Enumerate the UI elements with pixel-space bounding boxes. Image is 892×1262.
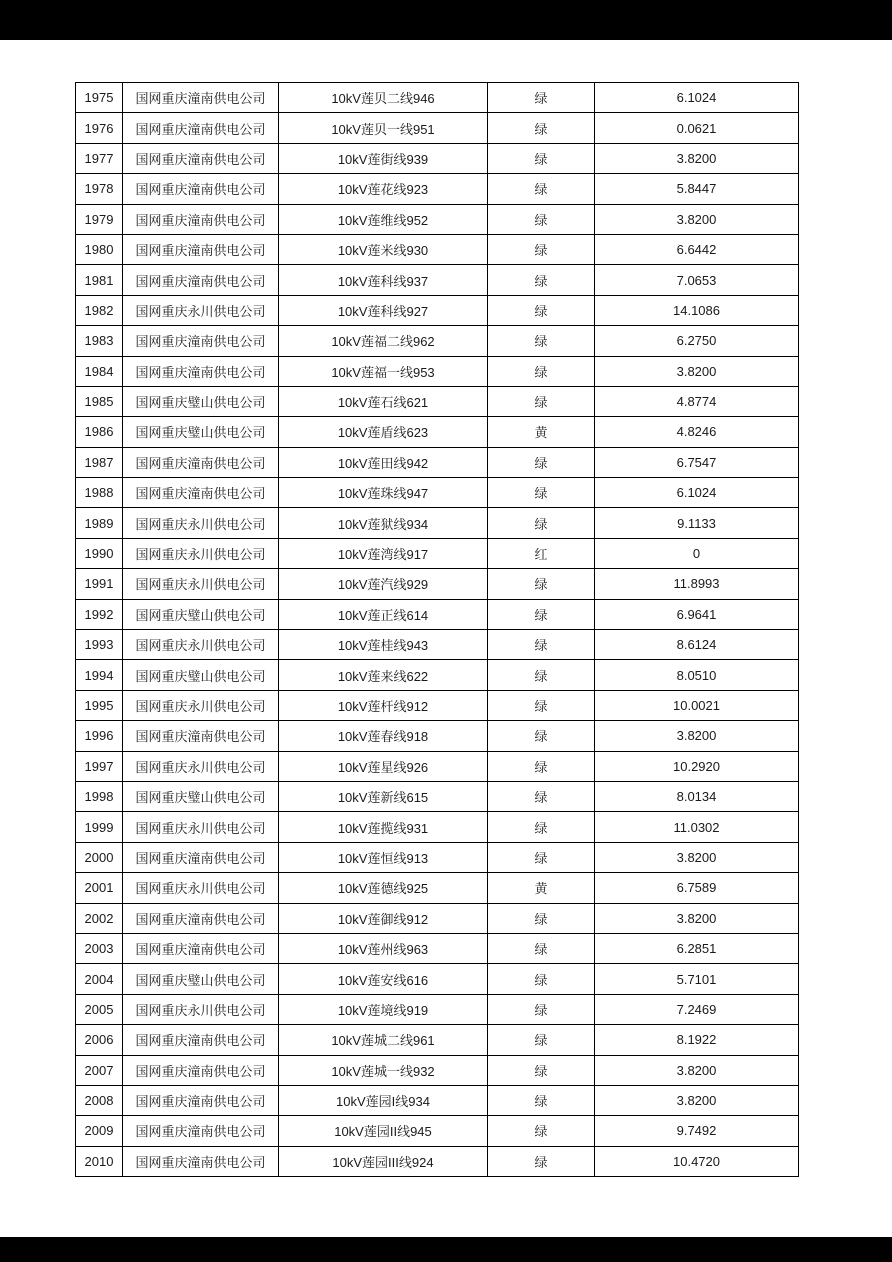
row-number-cell: 1975 [76,83,123,113]
value-cell: 4.8246 [595,417,799,447]
table-row [76,478,799,508]
status-cell: 绿 [488,508,595,538]
value-cell: 11.0302 [595,812,799,842]
table-row [76,569,799,599]
company-cell: 国网重庆潼南供电公司 [123,721,279,751]
value-cell: 6.2851 [595,933,799,963]
line-name-cell: 10kV莲街线939 [279,143,488,173]
value-cell: 3.8200 [595,1085,799,1115]
bottom-black-bar [0,1237,892,1262]
row-number-cell: 2010 [76,1146,123,1176]
company-cell: 国网重庆永川供电公司 [123,538,279,568]
value-cell: 9.7492 [595,1116,799,1146]
table-row [76,933,799,963]
value-cell: 6.7589 [595,873,799,903]
status-cell: 绿 [488,1085,595,1115]
status-cell: 绿 [488,781,595,811]
row-number-cell: 1988 [76,478,123,508]
line-name-cell: 10kV莲来线622 [279,660,488,690]
table-row [76,326,799,356]
company-cell: 国网重庆永川供电公司 [123,569,279,599]
status-cell: 黄 [488,417,595,447]
value-cell: 7.2469 [595,994,799,1024]
row-number-cell: 1985 [76,386,123,416]
company-cell: 国网重庆永川供电公司 [123,873,279,903]
line-name-cell: 10kV莲安线616 [279,964,488,994]
company-cell: 国网重庆璧山供电公司 [123,417,279,447]
company-cell: 国网重庆潼南供电公司 [123,356,279,386]
row-number-cell: 2006 [76,1025,123,1055]
row-number-cell: 2008 [76,1085,123,1115]
company-cell: 国网重庆永川供电公司 [123,751,279,781]
table-row [76,660,799,690]
row-number-cell: 1999 [76,812,123,842]
value-cell: 3.8200 [595,842,799,872]
line-name-cell: 10kV莲桂线943 [279,630,488,660]
line-name-cell: 10kV莲御线912 [279,903,488,933]
company-cell: 国网重庆永川供电公司 [123,630,279,660]
row-number-cell: 1994 [76,660,123,690]
status-cell: 绿 [488,295,595,325]
company-cell: 国网重庆潼南供电公司 [123,903,279,933]
status-cell: 绿 [488,1025,595,1055]
table-row [76,630,799,660]
company-cell: 国网重庆永川供电公司 [123,508,279,538]
row-number-cell: 1982 [76,295,123,325]
company-cell: 国网重庆潼南供电公司 [123,265,279,295]
status-cell: 绿 [488,265,595,295]
table-row [76,1116,799,1146]
company-cell: 国网重庆潼南供电公司 [123,143,279,173]
power-line-table [75,82,799,1177]
status-cell: 绿 [488,386,595,416]
value-cell: 6.2750 [595,326,799,356]
value-cell: 3.8200 [595,356,799,386]
status-cell: 绿 [488,143,595,173]
status-cell: 黄 [488,873,595,903]
company-cell: 国网重庆永川供电公司 [123,295,279,325]
company-cell: 国网重庆璧山供电公司 [123,386,279,416]
line-name-cell: 10kV莲城二线961 [279,1025,488,1055]
table-row [76,113,799,143]
status-cell: 绿 [488,933,595,963]
row-number-cell: 2009 [76,1116,123,1146]
value-cell: 3.8200 [595,721,799,751]
line-name-cell: 10kV莲园III线924 [279,1146,488,1176]
value-cell: 6.1024 [595,478,799,508]
status-cell: 绿 [488,204,595,234]
row-number-cell: 1979 [76,204,123,234]
status-cell: 绿 [488,812,595,842]
table-row [76,356,799,386]
status-cell: 绿 [488,660,595,690]
line-name-cell: 10kV莲城一线932 [279,1055,488,1085]
row-number-cell: 1986 [76,417,123,447]
table-row [76,873,799,903]
line-name-cell: 10kV莲科线927 [279,295,488,325]
table-row [76,204,799,234]
line-name-cell: 10kV莲正线614 [279,599,488,629]
row-number-cell: 2002 [76,903,123,933]
line-name-cell: 10kV莲园I线934 [279,1085,488,1115]
value-cell: 6.1024 [595,83,799,113]
company-cell: 国网重庆潼南供电公司 [123,1146,279,1176]
table-row [76,1025,799,1055]
company-cell: 国网重庆潼南供电公司 [123,174,279,204]
status-cell: 绿 [488,569,595,599]
table-row [76,964,799,994]
company-cell: 国网重庆潼南供电公司 [123,1025,279,1055]
row-number-cell: 2000 [76,842,123,872]
row-number-cell: 1989 [76,508,123,538]
table-row [76,174,799,204]
value-cell: 5.8447 [595,174,799,204]
table-row [76,265,799,295]
company-cell: 国网重庆潼南供电公司 [123,83,279,113]
company-cell: 国网重庆永川供电公司 [123,690,279,720]
value-cell: 6.9641 [595,599,799,629]
table-row [76,599,799,629]
value-cell: 3.8200 [595,903,799,933]
value-cell: 0.0621 [595,113,799,143]
table-row [76,508,799,538]
row-number-cell: 1981 [76,265,123,295]
row-number-cell: 1978 [76,174,123,204]
line-name-cell: 10kV莲米线930 [279,234,488,264]
value-cell: 5.7101 [595,964,799,994]
value-cell: 10.0021 [595,690,799,720]
status-cell: 绿 [488,1055,595,1085]
line-name-cell: 10kV莲新线615 [279,781,488,811]
row-number-cell: 2005 [76,994,123,1024]
company-cell: 国网重庆潼南供电公司 [123,113,279,143]
table-row [76,781,799,811]
row-number-cell: 1977 [76,143,123,173]
line-name-cell: 10kV莲福一线953 [279,356,488,386]
status-cell: 绿 [488,751,595,781]
row-number-cell: 2007 [76,1055,123,1085]
table-row [76,417,799,447]
row-number-cell: 1993 [76,630,123,660]
line-name-cell: 10kV莲科线937 [279,265,488,295]
table-row [76,842,799,872]
company-cell: 国网重庆潼南供电公司 [123,1116,279,1146]
value-cell: 3.8200 [595,1055,799,1085]
company-cell: 国网重庆永川供电公司 [123,994,279,1024]
line-name-cell: 10kV莲福二线962 [279,326,488,356]
table-row [76,538,799,568]
company-cell: 国网重庆潼南供电公司 [123,933,279,963]
top-black-bar [0,0,892,40]
table-row [76,903,799,933]
status-cell: 绿 [488,174,595,204]
company-cell: 国网重庆潼南供电公司 [123,1085,279,1115]
status-cell: 绿 [488,1146,595,1176]
line-name-cell: 10kV莲湾线917 [279,538,488,568]
company-cell: 国网重庆潼南供电公司 [123,478,279,508]
line-name-cell: 10kV莲星线926 [279,751,488,781]
row-number-cell: 1992 [76,599,123,629]
line-name-cell: 10kV莲狱线934 [279,508,488,538]
line-name-cell: 10kV莲汽线929 [279,569,488,599]
line-name-cell: 10kV莲石线621 [279,386,488,416]
value-cell: 8.0134 [595,781,799,811]
company-cell: 国网重庆潼南供电公司 [123,234,279,264]
value-cell: 0 [595,538,799,568]
status-cell: 绿 [488,447,595,477]
table-row [76,386,799,416]
status-cell: 绿 [488,113,595,143]
value-cell: 6.6442 [595,234,799,264]
status-cell: 绿 [488,478,595,508]
value-cell: 8.0510 [595,660,799,690]
status-cell: 绿 [488,903,595,933]
line-name-cell: 10kV莲田线942 [279,447,488,477]
row-number-cell: 1996 [76,721,123,751]
line-name-cell: 10kV莲春线918 [279,721,488,751]
row-number-cell: 2004 [76,964,123,994]
table-row [76,1055,799,1085]
row-number-cell: 1990 [76,538,123,568]
value-cell: 9.1133 [595,508,799,538]
status-cell: 绿 [488,964,595,994]
status-cell: 绿 [488,630,595,660]
company-cell: 国网重庆潼南供电公司 [123,842,279,872]
value-cell: 10.4720 [595,1146,799,1176]
table-row [76,994,799,1024]
status-cell: 绿 [488,994,595,1024]
status-cell: 绿 [488,83,595,113]
value-cell: 6.7547 [595,447,799,477]
status-cell: 绿 [488,690,595,720]
status-cell: 绿 [488,326,595,356]
row-number-cell: 2003 [76,933,123,963]
value-cell: 10.2920 [595,751,799,781]
table-body [76,83,799,1177]
company-cell: 国网重庆潼南供电公司 [123,1055,279,1085]
value-cell: 3.8200 [595,204,799,234]
line-name-cell: 10kV莲贝二线946 [279,83,488,113]
line-name-cell: 10kV莲州线963 [279,933,488,963]
status-cell: 绿 [488,721,595,751]
table-row [76,83,799,113]
company-cell: 国网重庆永川供电公司 [123,812,279,842]
table-row [76,1085,799,1115]
row-number-cell: 1991 [76,569,123,599]
line-name-cell: 10kV莲揽线931 [279,812,488,842]
company-cell: 国网重庆璧山供电公司 [123,660,279,690]
row-number-cell: 1997 [76,751,123,781]
table-row [76,751,799,781]
status-cell: 绿 [488,842,595,872]
row-number-cell: 1984 [76,356,123,386]
status-cell: 绿 [488,234,595,264]
company-cell: 国网重庆璧山供电公司 [123,781,279,811]
line-name-cell: 10kV莲恒线913 [279,842,488,872]
line-name-cell: 10kV莲维线952 [279,204,488,234]
company-cell: 国网重庆潼南供电公司 [123,447,279,477]
row-number-cell: 2001 [76,873,123,903]
row-number-cell: 1995 [76,690,123,720]
line-name-cell: 10kV莲境线919 [279,994,488,1024]
table-row [76,1146,799,1176]
line-name-cell: 10kV莲杆线912 [279,690,488,720]
table-row [76,447,799,477]
value-cell: 8.1922 [595,1025,799,1055]
row-number-cell: 1980 [76,234,123,264]
status-cell: 绿 [488,599,595,629]
table-row [76,690,799,720]
value-cell: 8.6124 [595,630,799,660]
company-cell: 国网重庆璧山供电公司 [123,964,279,994]
table-row [76,234,799,264]
line-name-cell: 10kV莲德线925 [279,873,488,903]
value-cell: 7.0653 [595,265,799,295]
company-cell: 国网重庆璧山供电公司 [123,599,279,629]
value-cell: 3.8200 [595,143,799,173]
table-row [76,295,799,325]
line-name-cell: 10kV莲盾线623 [279,417,488,447]
value-cell: 11.8993 [595,569,799,599]
table-row [76,812,799,842]
value-cell: 4.8774 [595,386,799,416]
line-name-cell: 10kV莲贝一线951 [279,113,488,143]
row-number-cell: 1976 [76,113,123,143]
table-row [76,721,799,751]
row-number-cell: 1983 [76,326,123,356]
row-number-cell: 1987 [76,447,123,477]
status-cell: 绿 [488,356,595,386]
status-cell: 红 [488,538,595,568]
line-name-cell: 10kV莲花线923 [279,174,488,204]
table-row [76,143,799,173]
row-number-cell: 1998 [76,781,123,811]
value-cell: 14.1086 [595,295,799,325]
status-cell: 绿 [488,1116,595,1146]
company-cell: 国网重庆潼南供电公司 [123,204,279,234]
company-cell: 国网重庆潼南供电公司 [123,326,279,356]
line-name-cell: 10kV莲珠线947 [279,478,488,508]
line-name-cell: 10kV莲园II线945 [279,1116,488,1146]
